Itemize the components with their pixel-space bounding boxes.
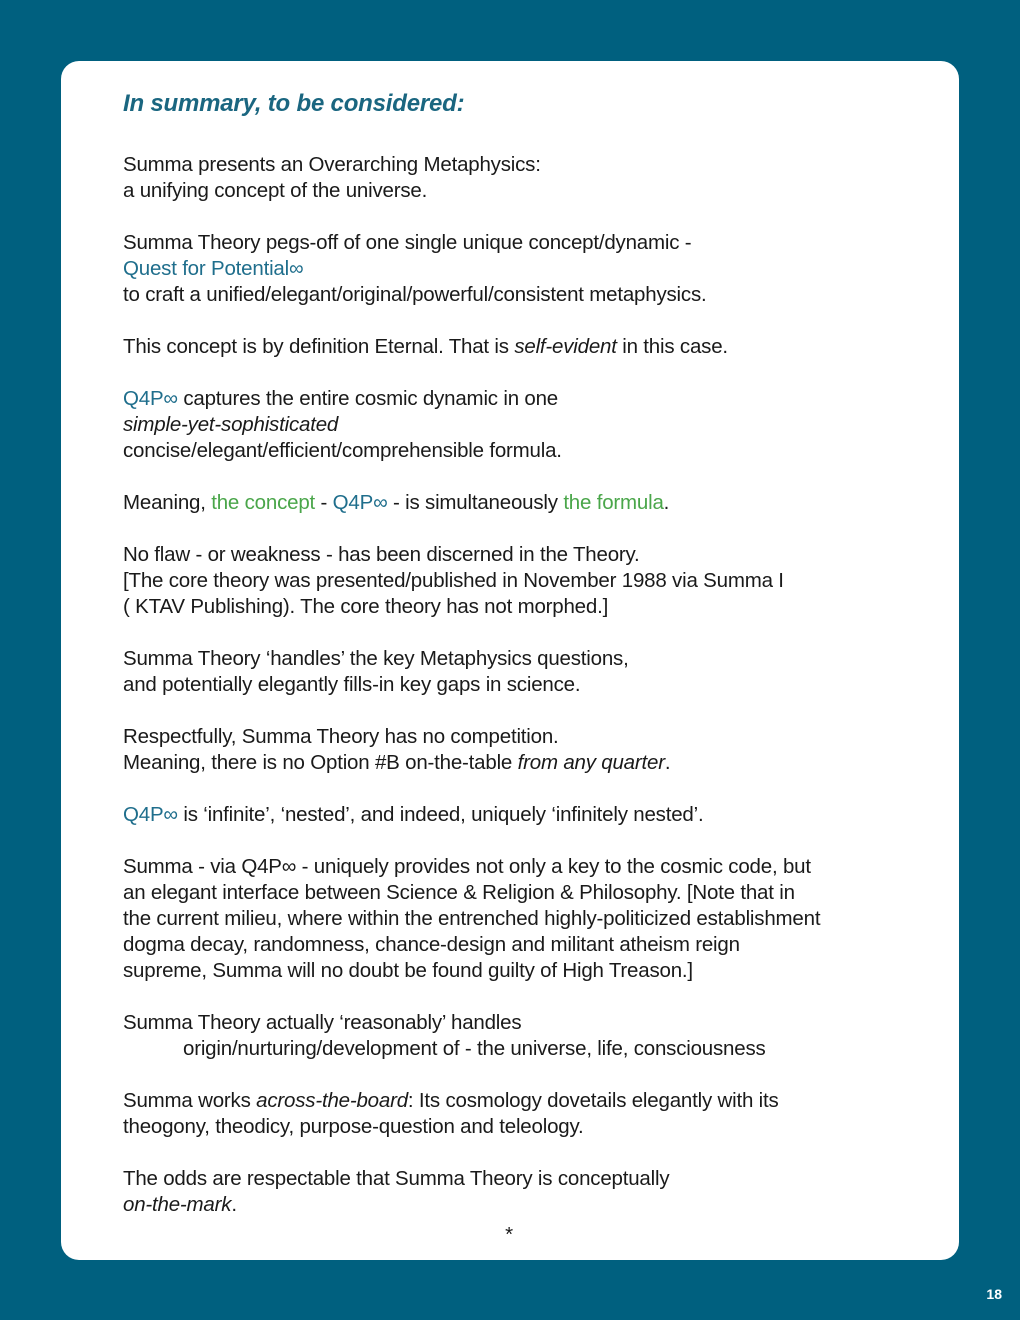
text-run: in this case. (616, 335, 728, 358)
paragraph-pegs-off (123, 230, 923, 308)
paragraph-odds (123, 1166, 923, 1218)
q4p-term: Q4P∞ (123, 803, 178, 826)
paragraph-no-flaw (123, 542, 923, 620)
text-line: and potentially elegantly fills-in key gaps in science. (123, 673, 581, 696)
text-run: . (664, 751, 671, 774)
paragraph-infinite (123, 802, 923, 828)
emphasis-across-the-board: across-the-board (256, 1089, 408, 1112)
emphasis-self-evident: self-evident (514, 335, 617, 358)
paragraph-overarching (123, 152, 923, 204)
text-line: Summa Theory actually ‘reasonably’ handles (123, 1011, 522, 1034)
content-card (61, 61, 959, 1260)
text-run: : Its cosmology dovetails elegantly with its (407, 1089, 779, 1112)
page-heading: In summary, to be considered: (123, 90, 465, 117)
paragraph-meaning (123, 490, 923, 516)
paragraph-eternal (123, 334, 923, 360)
text-run: Meaning, there is no Option #B on-the-table (123, 751, 518, 774)
emphasis-on-the-mark: on-the-mark (123, 1193, 232, 1216)
text-line: The odds are respectable that Summa Theory is conceptually (123, 1167, 670, 1190)
text-line: an elegant interface between Science & Religion & Philosophy. [Note that in (123, 881, 795, 904)
q4p-term: Q4P∞ (332, 491, 388, 514)
text-line: Summa presents an Overarching Metaphysics: (123, 153, 541, 176)
paragraph-across-the-board (123, 1088, 923, 1140)
text-line: Summa - via Q4P∞ - uniquely provides not only a key to the cosmic code, but (123, 855, 811, 878)
text-run: - is simultaneously (387, 491, 564, 514)
page-number: 18 (986, 1286, 1002, 1302)
text-line: a unifying concept of the universe. (123, 179, 428, 202)
text-line: Summa Theory ‘handles’ the key Metaphysics questions, (123, 647, 629, 670)
text-line: to craft a unified/elegant/original/powerful/consistent metaphysics. (123, 283, 707, 306)
paragraph-reasonably (123, 1010, 923, 1062)
text-line: concise/elegant/efficient/comprehensible formula. (123, 439, 562, 462)
text-line: Respectfully, Summa Theory has no competition. (123, 725, 559, 748)
paragraph-cosmic-code (123, 854, 923, 984)
text-line: dogma decay, randomness, chance-design and militant atheism reign (123, 933, 740, 956)
emphasis-simple: simple-yet-sophisticated (123, 413, 339, 436)
text-run: . (231, 1193, 237, 1216)
text-line: Summa Theory pegs-off of one single unique concept/dynamic - (123, 231, 692, 254)
text-line: theogony, theodicy, purpose-question and teleology. (123, 1115, 584, 1138)
section-end-asterisk: * (505, 1223, 513, 1246)
quest-for-potential-term: Quest for Potential∞ (123, 257, 304, 280)
indented-line: origin/nurturing/development of - the universe, life, consciousness (183, 1037, 766, 1060)
paragraph-handles (123, 646, 923, 698)
text-run: Meaning, (123, 491, 212, 514)
text-line: No flaw - or weakness - has been discerned in the Theory. (123, 543, 640, 566)
the-formula-term: the formula (563, 491, 664, 514)
text-line: ( KTAV Publishing). The core theory has not morphed.] (123, 595, 609, 618)
text-line: the current milieu, where within the entrenched highly-politicized establishment (123, 907, 821, 930)
paragraph-q4p-formula (123, 386, 923, 464)
the-concept-term: the concept (211, 491, 316, 514)
q4p-term: Q4P∞ (123, 387, 178, 410)
text-run: Summa works (123, 1089, 257, 1112)
paragraph-no-competition (123, 724, 923, 776)
text-run: - (315, 491, 333, 514)
text-line: [The core theory was presented/published in November 1988 via Summa I (123, 569, 784, 592)
text-run: This concept is by definition Eternal. That is (123, 335, 515, 358)
text-run: is ‘infinite’, ‘nested’, and indeed, uniquely ‘infinitely nested’. (177, 803, 704, 826)
text-line: supreme, Summa will no doubt be found guilty of High Treason.] (123, 959, 693, 982)
summary-text (123, 89, 923, 1248)
text-run: . (663, 491, 670, 514)
text-run: captures the entire cosmic dynamic in one (177, 387, 558, 410)
emphasis-any-quarter: from any quarter (517, 751, 665, 774)
